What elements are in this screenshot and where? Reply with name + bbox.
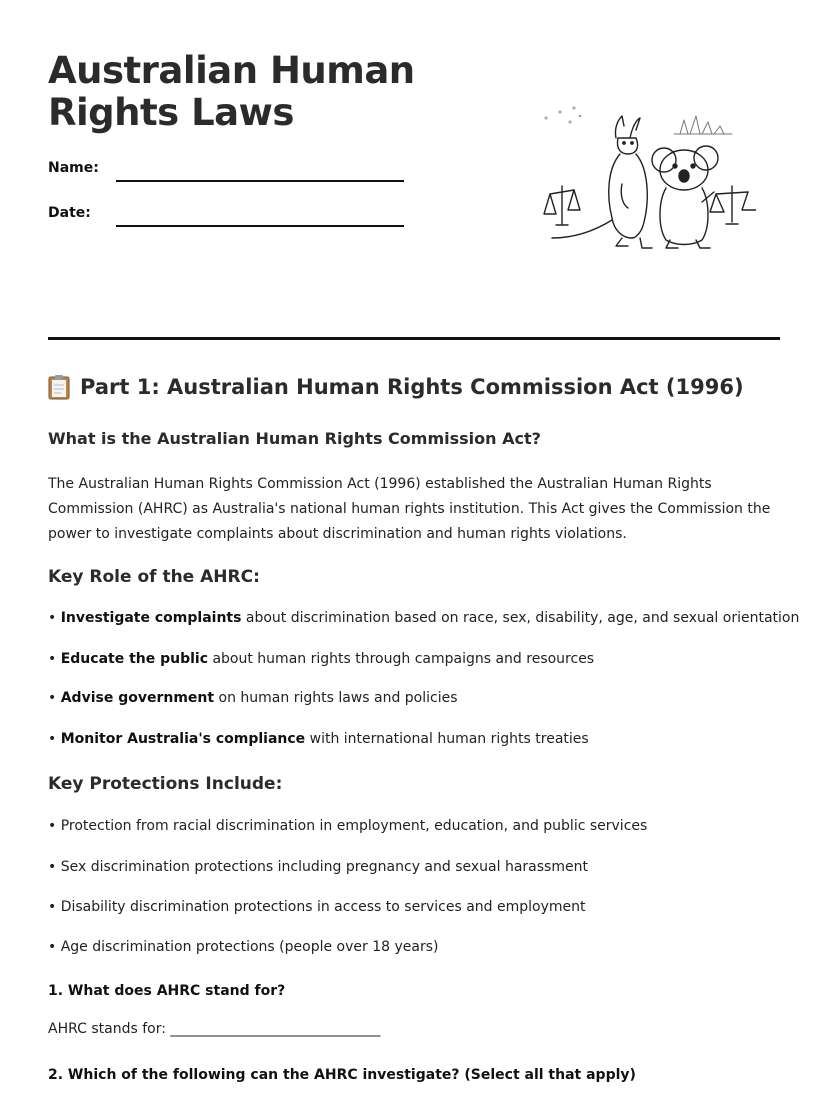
section-divider bbox=[48, 337, 780, 340]
date-field-line[interactable] bbox=[116, 225, 404, 227]
opera-house-icon bbox=[674, 116, 732, 134]
list-item bbox=[48, 731, 589, 747]
date-label: Date: bbox=[48, 205, 91, 221]
bullet-icon: • bbox=[48, 690, 57, 706]
list-item bbox=[48, 610, 799, 626]
kangaroo-koala-scales-illustration bbox=[536, 98, 756, 258]
protection-text: Age discrimination protections (people over 18 years) bbox=[60, 939, 439, 955]
kangaroo-icon bbox=[552, 116, 652, 248]
key-role-heading: Key Role of the AHRC: bbox=[48, 567, 260, 587]
key-protections-heading: Key Protections Include: bbox=[48, 774, 283, 794]
answer-blank[interactable]: ______________________________ bbox=[170, 1021, 381, 1037]
bullet-icon: • bbox=[48, 899, 57, 915]
bullet-icon: • bbox=[48, 939, 57, 955]
what-is-heading: What is the Australian Human Rights Commission Act? bbox=[48, 429, 541, 448]
role-bold: Monitor Australia's compliance bbox=[60, 731, 306, 747]
list-item bbox=[48, 859, 588, 875]
role-bold: Investigate complaints bbox=[60, 610, 242, 626]
title-line-1: Australian Human bbox=[48, 49, 415, 92]
clipboard-icon bbox=[48, 374, 70, 400]
bullet-icon: • bbox=[48, 610, 57, 626]
bullet-icon: • bbox=[48, 818, 57, 834]
part1-heading-text: Part 1: Australian Human Rights Commission Act (1996) bbox=[80, 375, 744, 399]
role-bold: Advise government bbox=[60, 690, 215, 706]
list-item bbox=[48, 818, 647, 834]
question-1-answer[interactable] bbox=[48, 1021, 380, 1037]
list-item bbox=[48, 690, 458, 706]
role-text: with international human rights treaties bbox=[305, 731, 589, 747]
part1-heading bbox=[48, 374, 744, 400]
list-item bbox=[48, 939, 438, 955]
title-line-2: Rights Laws bbox=[48, 91, 294, 134]
sparkles-icon bbox=[545, 107, 581, 123]
role-text: on human rights laws and policies bbox=[214, 690, 458, 706]
protection-text: Protection from racial discrimination in employment, education, and public services bbox=[60, 818, 648, 834]
role-bold: Educate the public bbox=[60, 651, 209, 667]
name-label: Name: bbox=[48, 160, 99, 176]
bullet-icon: • bbox=[48, 731, 57, 747]
protection-text: Disability discrimination protections in access to services and employment bbox=[60, 899, 586, 915]
date-field-row[interactable] bbox=[48, 205, 408, 229]
intro-paragraph: The Australian Human Rights Commission Act (1996) established the Australian Human Rights Commission (AHRC) as Australia's national human rights institution. This Act gives the Commission the power to investigate complaints about discrimination and human rights violations. bbox=[48, 476, 771, 542]
protection-text: Sex discrimination protections including pregnancy and sexual harassment bbox=[60, 859, 588, 875]
scales-right-icon bbox=[710, 186, 756, 224]
bullet-icon: • bbox=[48, 651, 57, 667]
name-field-row[interactable] bbox=[48, 160, 408, 184]
list-item bbox=[48, 899, 585, 915]
bullet-icon: • bbox=[48, 859, 57, 875]
worksheet-title bbox=[48, 50, 415, 134]
scales-left-icon bbox=[544, 186, 580, 225]
question-2: 2. Which of the following can the AHRC investigate? (Select all that apply) bbox=[48, 1067, 636, 1083]
answer-prefix: AHRC stands for: bbox=[48, 1021, 166, 1037]
role-text: about discrimination based on race, sex, disability, age, and sexual orientation bbox=[241, 610, 800, 626]
question-1: 1. What does AHRC stand for? bbox=[48, 983, 286, 999]
list-item bbox=[48, 651, 594, 667]
koala-icon bbox=[652, 146, 718, 248]
role-text: about human rights through campaigns and resources bbox=[208, 651, 595, 667]
name-field-line[interactable] bbox=[116, 180, 404, 182]
